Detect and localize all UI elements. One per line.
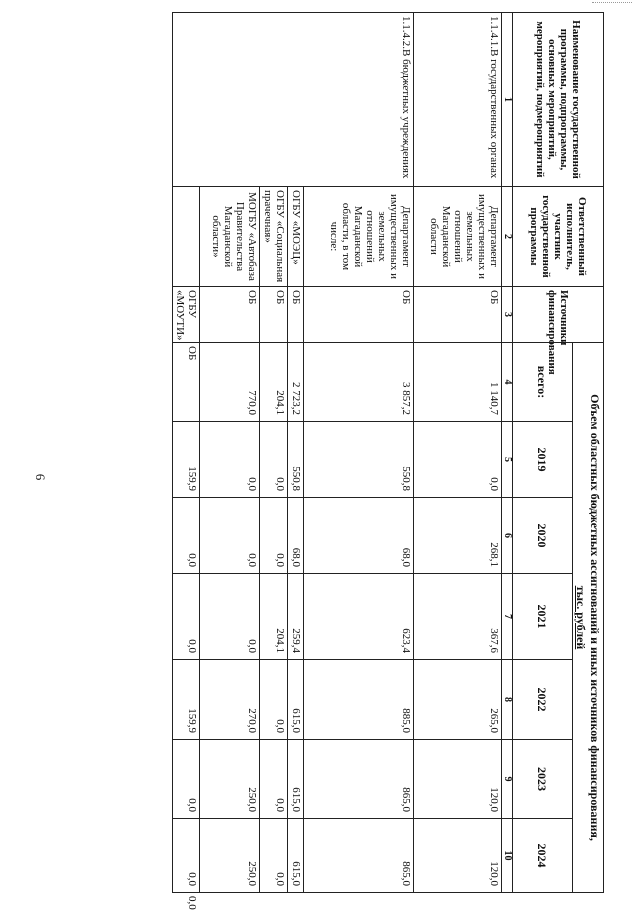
row-value: 120,0 [414,740,502,819]
row-value: 159,9 [173,660,200,740]
row-value: 885,0 [304,660,414,740]
row-name [173,187,200,287]
header-year: 2024 [513,819,573,893]
header-year: 2023 [513,740,573,819]
row-value: 0,0 [260,498,288,574]
column-number: 6 [502,498,513,574]
header-year: 2021 [513,574,573,660]
row-value: 0,0 [200,574,260,660]
header-name: Наименование государственной программы, подпрограммы, основных мероприятий, мероприятий, подмероприятий [513,13,604,187]
rotated-table-area [174,12,604,910]
row-value: 865,0 [304,740,414,819]
row-source: ОБ [304,287,414,343]
column-number: 8 [502,660,513,740]
row-value: 270,0 [200,660,260,740]
row-value: 250,0 [200,819,260,893]
row-value: 550,8 [288,422,304,498]
row-value: 0,0 [200,422,260,498]
column-number: 2 [502,187,513,287]
row-total: 159,9 [173,422,200,498]
row-value: 0,0 [173,574,200,660]
header-total: всего: [513,343,573,422]
row-value: 268,1 [414,498,502,574]
row-value: 865,0 [304,819,414,893]
header-executor: Ответственный исполнитель, участник государственной программы [513,187,604,287]
column-number: 4 [502,343,513,422]
column-number: 7 [502,574,513,660]
row-name: 1.1.4.2.В бюджетных учреждениях [173,13,414,187]
column-number: 3 [502,287,513,343]
row-total: 204,1 [260,343,288,422]
header-financing-group [573,343,604,893]
row-value: 0,0 [200,498,260,574]
row-name: 1.1.4.1.В государственных органах [414,13,502,187]
header-year: 2020 [513,498,573,574]
top-edge-mark [592,2,632,4]
row-executor: Департамент имущественных и земельных отношений Магаданской области [414,187,502,287]
row-source: ОБ [200,287,260,343]
row-source: ОБ [288,287,304,343]
row-value: 204,1 [260,574,288,660]
row-value: 0,0 [173,819,200,893]
table-row [414,13,502,893]
column-number: 5 [502,422,513,498]
financing-table [172,12,604,910]
row-executor: МОГБУ «Автобаза Правительства Магаданской области» [200,187,260,287]
row-total: 3 857,2 [304,343,414,422]
table-row: ОГБУ «МОУТИ» ОБ 159,9 0,0 0,0 159,9 0,0 0,0 0,0 [173,13,200,893]
row-value: 120,0 [414,819,502,893]
row-value: 0,0 [260,819,288,893]
header-financing-units: тыс. рублей [574,585,588,650]
row-total: 770,0 [200,343,260,422]
row-executor: ОГБУ «Социальная прачечная» [260,187,288,287]
row-value: 615,0 [288,740,304,819]
row-value: 68,0 [304,498,414,574]
header-year: 2019 [513,422,573,498]
row-value: 0,0 [260,660,288,740]
header-source: Источники финансирования [513,287,604,343]
row-value: 0,0 [260,422,288,498]
table-row [304,13,414,893]
column-number: 10 [502,819,513,893]
row-total: 2 723,2 [288,343,304,422]
row-value: 623,4 [304,574,414,660]
row-executor: Департамент имущественных и земельных отношений Магаданской области, в том числе: [304,187,414,287]
row-total: 1 140,7 [414,343,502,422]
row-value: 550,8 [304,422,414,498]
column-number: 1 [502,13,513,187]
row-value: 0,0 [173,498,200,574]
page-number: 6 [33,473,48,481]
row-value: 615,0 [288,660,304,740]
row-value: 250,0 [200,740,260,819]
row-value: 0,0 [173,740,200,819]
row-source: ОБ [414,287,502,343]
row-executor: ОГБУ «МОЭЦ» [288,187,304,287]
row-value: 0,0 [414,422,502,498]
header-year: 2022 [513,660,573,740]
row-value: 259,4 [288,574,304,660]
row-executor: ОГБУ «МОУТИ» [173,287,200,343]
row-value: 0,0 [260,740,288,819]
row-value: 265,0 [414,660,502,740]
row-source: ОБ [260,287,288,343]
column-number: 9 [502,740,513,819]
row-value: 367,6 [414,574,502,660]
row-source: ОБ [173,343,200,422]
row-value: 615,0 [288,819,304,893]
header-financing-line1: Объем областных бюджетных ассигнований и иных источников финансирования, [588,394,602,841]
row-value: 68,0 [288,498,304,574]
